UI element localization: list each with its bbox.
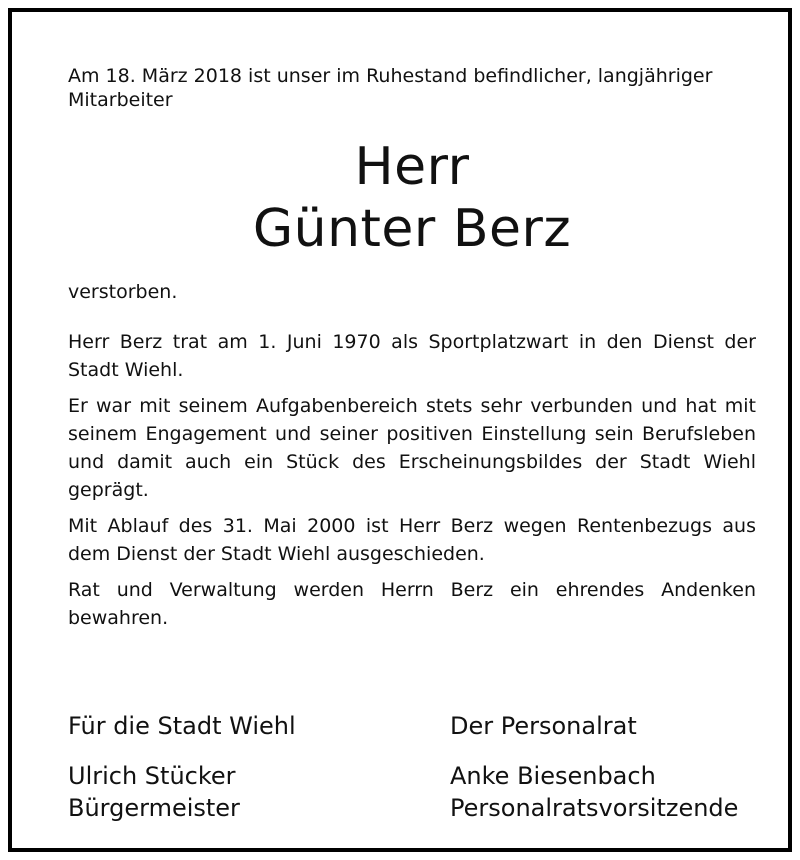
deceased-name-block	[68, 136, 756, 260]
signature-city-organization: Für die Stadt Wiehl	[68, 712, 296, 740]
deceased-name: Günter Berz	[252, 199, 572, 259]
signature-city	[68, 710, 296, 824]
paragraph-retirement: Mit Ablauf des 31. Mai 2000 ist Herr Berz wegen Rentenbezugs aus dem Dienst der Stadt Wiehl ausgeschieden.	[68, 515, 756, 565]
signature-council-organization: Der Personalrat	[450, 712, 637, 740]
verstorben-text: verstorben.	[68, 281, 178, 303]
signature-city-person: Ulrich Stücker	[68, 762, 236, 790]
signature-council-role: Personalratsvorsitzende	[450, 794, 739, 822]
notice-content	[68, 64, 756, 822]
intro-text: Am 18. März 2018 ist unser im Ruhestand befindlicher, langjähriger Mitarbeiter	[68, 65, 713, 111]
paragraph-engagement: Er war mit seinem Aufgabenbereich stets sehr verbunden und hat mit seinem Engagement und seiner positiven Einstellung sein Berufsleben und damit auch ein Stück des Erscheinungsbildes der Stadt Wiehl geprägt.	[68, 395, 756, 501]
notice-frame	[8, 8, 792, 852]
paragraph-remembrance: Rat und Verwaltung werden Herrn Berz ein ehrendes Andenken bewahren.	[68, 579, 756, 629]
signature-staff-council	[450, 710, 738, 824]
paragraph-service-start: Herr Berz trat am 1. Juni 1970 als Sportplatzwart in den Dienst der Stadt Wiehl.	[68, 331, 756, 381]
signature-council-person: Anke Biesenbach	[450, 762, 656, 790]
signature-city-role: Bürgermeister	[68, 794, 240, 822]
name-title: Herr	[354, 137, 470, 197]
